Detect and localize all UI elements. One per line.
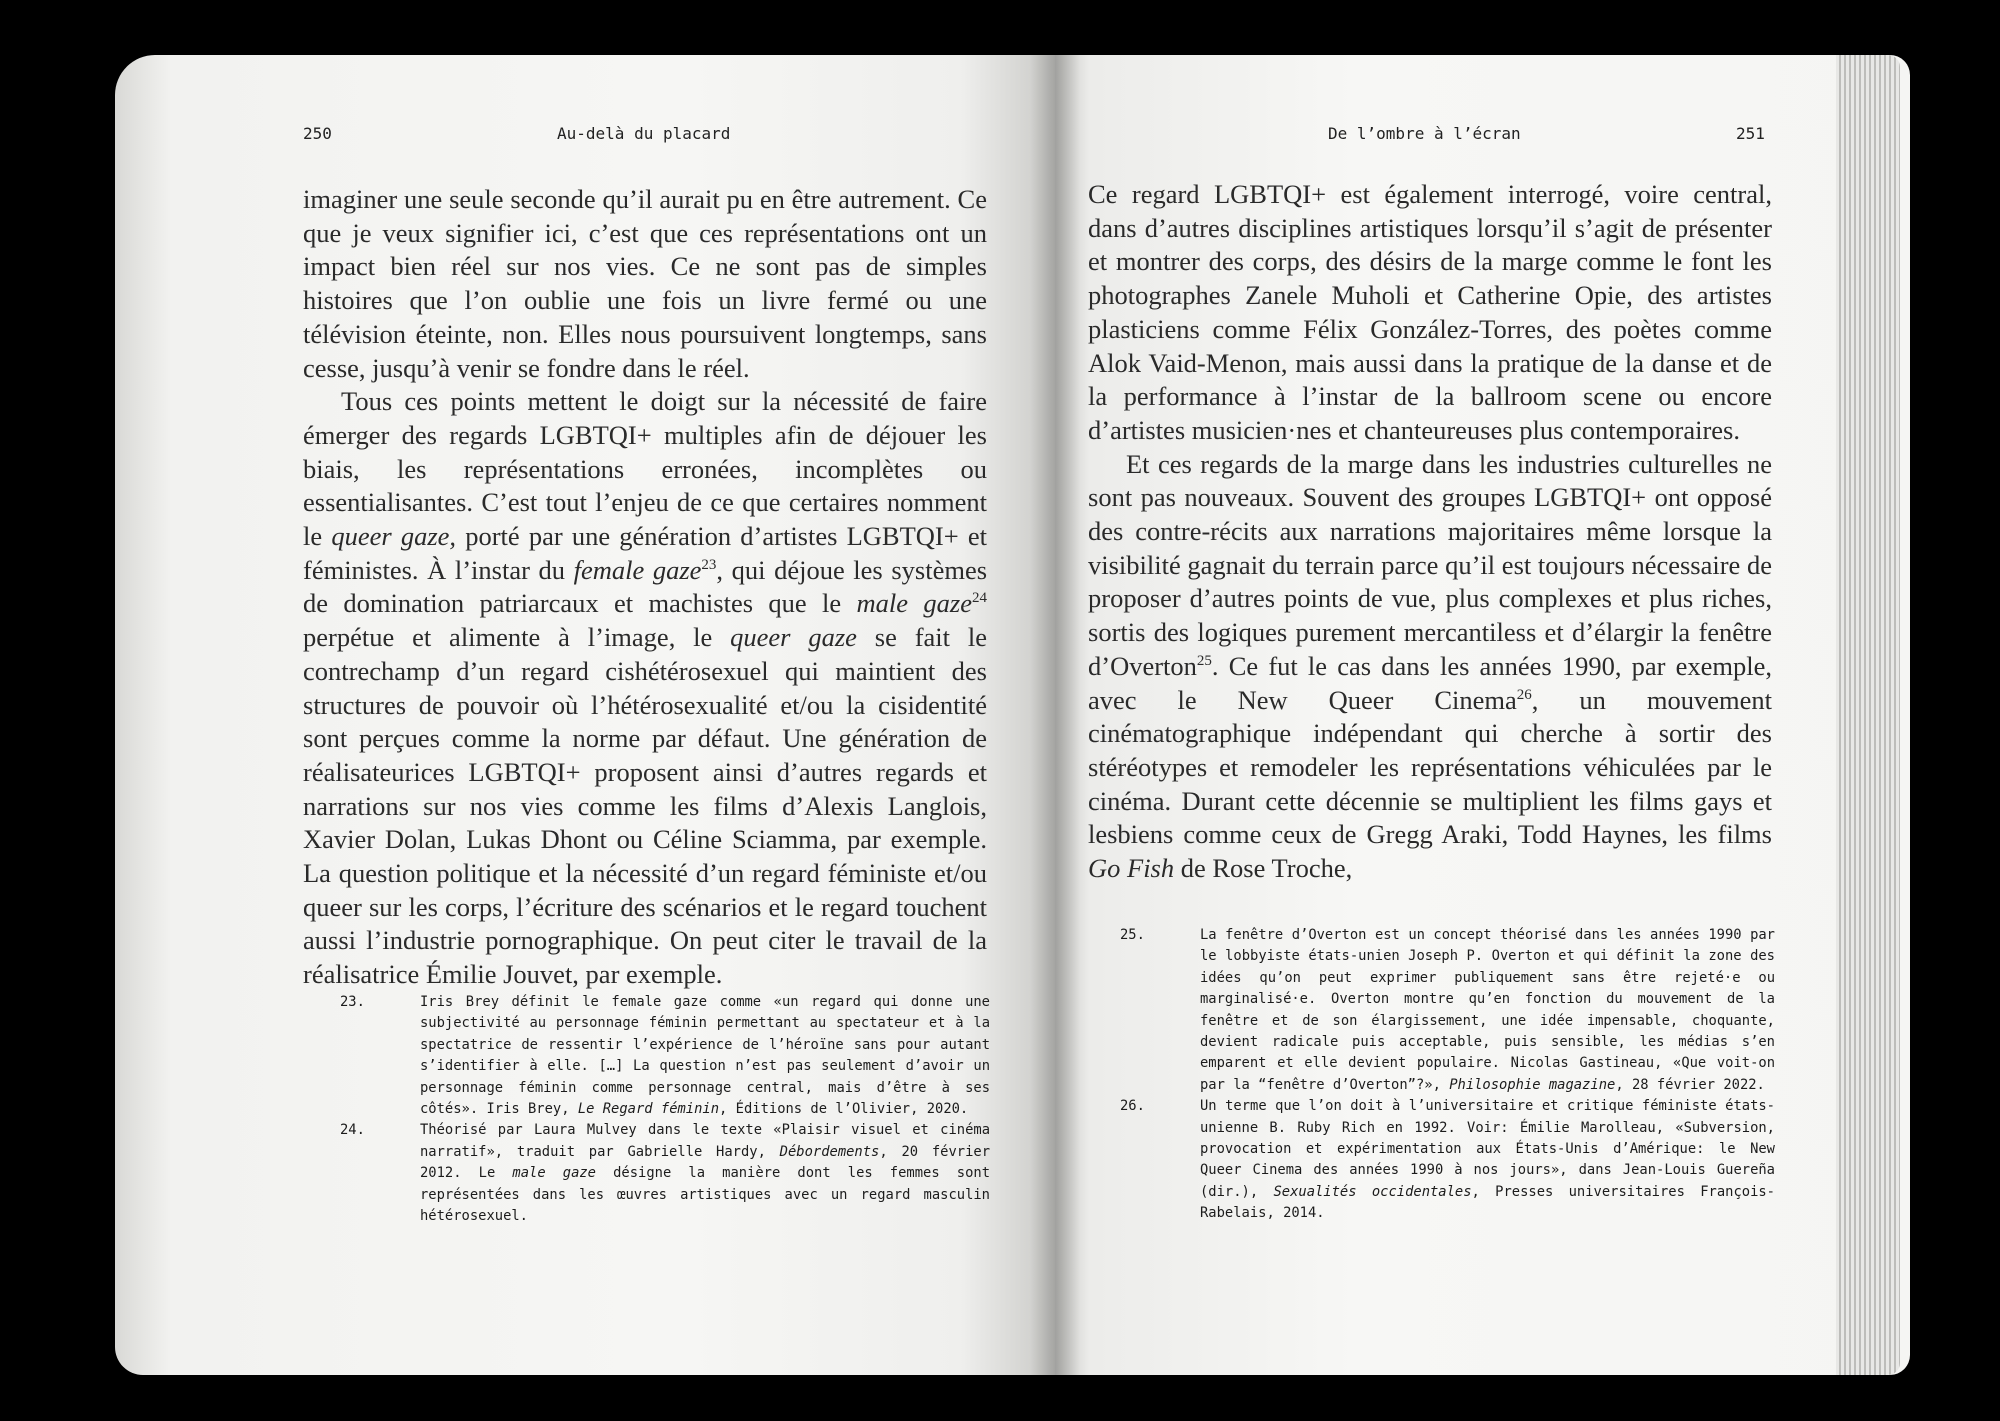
text-run: Tous ces points mettent le doigt sur la nécessité de faire émerger des regards LGBTQI+ multiples afin de déjouer les biais, les représentations erronées, incomplètes ou essentialisantes. C’est tout l’enjeu de ce que certaires nomment le xyxy=(303,386,987,552)
footnote-text: La fenêtre d’Overton est un concept théorisé dans les années 1990 par le lobbyiste états-unien Joseph P. Overton et qui définit la zone des idées qu’on peut exprimer publiquement sans être rejeté·e ou marginalisé·e. Overton montre qu’en fonction du mouvement de la fenêtre et de son élargissement, une idée impensable, choquante, devient radicale puis acceptable, puis sensible, les médias s’en emparent et elle devient populaire. Nicolas Gastineau, «Que voit-on par la “fenêtre d’Overton”?», xyxy=(1200,927,1775,1093)
footnote-text: , Presses universitaires François-Rabelais, 2014. xyxy=(1200,1183,1775,1222)
text-run: de Rose Troche, xyxy=(1174,853,1353,884)
text-run: porté par une génération d’artistes LGBTQI+ et féministes. À l’instar du xyxy=(303,521,987,585)
right-body-text xyxy=(1088,178,1772,886)
footnote-26 xyxy=(1120,1096,1775,1224)
footnote-23 xyxy=(340,992,990,1120)
footnote-25 xyxy=(1120,925,1775,1096)
text-run: Et ces regards de la marge dans les industries culturelles ne sont pas nouveaux. Souvent des groupes LGBTQI+ ont opposé des contre-récits aux narrations majoritaires même lorsque la visibilité gagnait du terrain parce qu’il est toujours nécessaire de proposer d’autres points de vue, plus complexes et plus riches, sortis des logiques purement mercantiless et d’élargir la fenêtre d’Overton xyxy=(1088,448,1772,681)
footnote-24 xyxy=(340,1120,990,1227)
footnote-text: Iris Brey définit le female gaze comme «un regard qui donne une subjectivité au personnage féminin permettant au spectateur et à la spectatrice de ressentir l’expérience de l’héroïne sans pour autant s’identifier à elle. […] La question n’est pas seulement d’avoir un personnage féminin comme personnage central, mais d’être à ses côtés». Iris Brey, xyxy=(420,994,990,1118)
footnote-text: Théorisé par Laura Mulvey dans le texte «Plaisir visuel et cinéma narratif», traduit par Gabrielle Hardy, xyxy=(420,1122,990,1160)
footnote-number: 24. xyxy=(340,1122,365,1139)
italic-term: male gaze xyxy=(856,588,972,619)
italic-term: queer gaze xyxy=(730,622,857,653)
footnote-text: , 20 février 2012. Le xyxy=(420,1143,990,1182)
right-paragraph-1: Ce regard LGBTQI+ est également interrogé, voire central, dans d’autres disciplines artistiques lorsqu’il s’agit de présenter et montrer des corps, des désirs de la marge comme le font les photographes Zanele Muholi et Catherine Opie, des artistes plasticiens comme Félix González-Torres, des poètes comme Alok Vaid-Menon, mais aussi dans la pratique de la danse et de la performance à l’instar de la ballroom scene ou encore d’artistes musicien·nes et chanteureuses plus contemporaires. xyxy=(1088,179,1772,445)
footnote-text: , Éditions de l’Olivier, 2020. xyxy=(719,1101,969,1118)
footnote-ref-26: 26 xyxy=(1516,686,1532,703)
footnote-italic: Sexualités occidentales xyxy=(1273,1183,1472,1200)
page-edges xyxy=(1836,55,1900,1375)
footnote-text: , 28 février 2022. xyxy=(1615,1076,1765,1093)
text-run: , un mouvement cinématographique indépendant qui cherche à sortir des stéréotypes et remodeler les représentations véhiculées par le cinéma. Durant cette décennie se multiplient les films gays et lesbiens comme ceux de Gregg Araki, Todd Haynes, les films xyxy=(1088,684,1772,850)
footnote-number: 26. xyxy=(1120,1098,1145,1115)
left-footnotes xyxy=(340,992,990,1227)
right-paragraph-2 xyxy=(1088,448,1772,886)
footnote-text: Un terme que l’on doit à l’universitaire et critique féministe états-unienne B. Ruby Rich en 1992. Voir: Émilie Marolleau, «Subversion, provocation et expérimentation aux États-Unis d’Amérique: le New Queer Cinema des années 1990 à nos jours», dans Jean-Louis Guereña (dir.), xyxy=(1200,1098,1775,1200)
right-page-number: 251 xyxy=(1736,124,1765,143)
footnote-italic: Débordements xyxy=(779,1143,880,1160)
italic-term: queer gaze, xyxy=(331,521,457,552)
footnote-ref-25: 25 xyxy=(1196,653,1212,670)
footnote-number: 23. xyxy=(340,994,365,1010)
footnote-italic: Le Regard féminin xyxy=(577,1101,720,1118)
footnote-italic: Philosophie magazine xyxy=(1449,1076,1616,1093)
footnote-ref-24: 24 xyxy=(972,590,987,607)
left-paragraph-2 xyxy=(303,385,987,992)
text-run: se fait le contrechamp d’un regard cishétérosexuel qui maintient des structures de pouvoir où l’hétérosexualité et/ou la cisidentité sont perçues comme la norme par défaut. Une génération de réalisateurices LGBTQI+ proposent ainsi d’autres regards et narrations sur nos vies comme les films d’Alexis Langlois, Xavier Dolan, Lukas Dhont ou Céline Sciamma, par exemple. La question politique et la nécessité d’un regard féministe et/ou queer sur les corps, l’écriture des scénarios et le regard touchent aussi l’industrie pornographique. On peut citer le travail de la réalisatrice Émilie Jouvet, par exemple. xyxy=(303,622,987,990)
right-running-title: De l’ombre à l’écran xyxy=(1328,124,1521,143)
left-body-text xyxy=(303,183,987,992)
italic-term: Go Fish xyxy=(1088,853,1175,884)
right-footnotes xyxy=(1120,925,1775,1225)
left-running-title: Au-delà du placard xyxy=(557,124,731,143)
left-paragraph-1: imaginer une seule seconde qu’il aurait pu en être autrement. Ce que je veux signifier ici, c’est que ces représentations ont un impact bien réel sur nos vies. Ce ne sont pas de simples histoires que l’on oublie une fois un livre fermé ou une télévision éteinte, non. Elles nous poursuivent longtemps, sans cesse, jusqu’à venir se fondre dans le réel. xyxy=(303,184,987,383)
text-run: , qui déjoue les systèmes de domination patriarcaux et machistes que le xyxy=(303,554,988,619)
footnote-ref-23: 23 xyxy=(701,556,717,573)
footnote-number: 25. xyxy=(1120,927,1145,943)
footnote-italic: male gaze xyxy=(512,1165,596,1182)
italic-term: female gaze xyxy=(573,554,702,585)
gutter-shadow xyxy=(1030,55,1080,1375)
text-run: perpétue et alimente à l’image, le xyxy=(303,622,731,653)
text-run: . Ce fut le cas dans les années 1990, par exemple, avec le New Queer Cinema xyxy=(1088,650,1772,715)
left-page-number: 250 xyxy=(303,124,332,143)
footnote-text: désigne la manière dont les femmes sont représentées dans les œuvres artistiques avec un regard masculin hétérosexuel. xyxy=(420,1165,990,1225)
